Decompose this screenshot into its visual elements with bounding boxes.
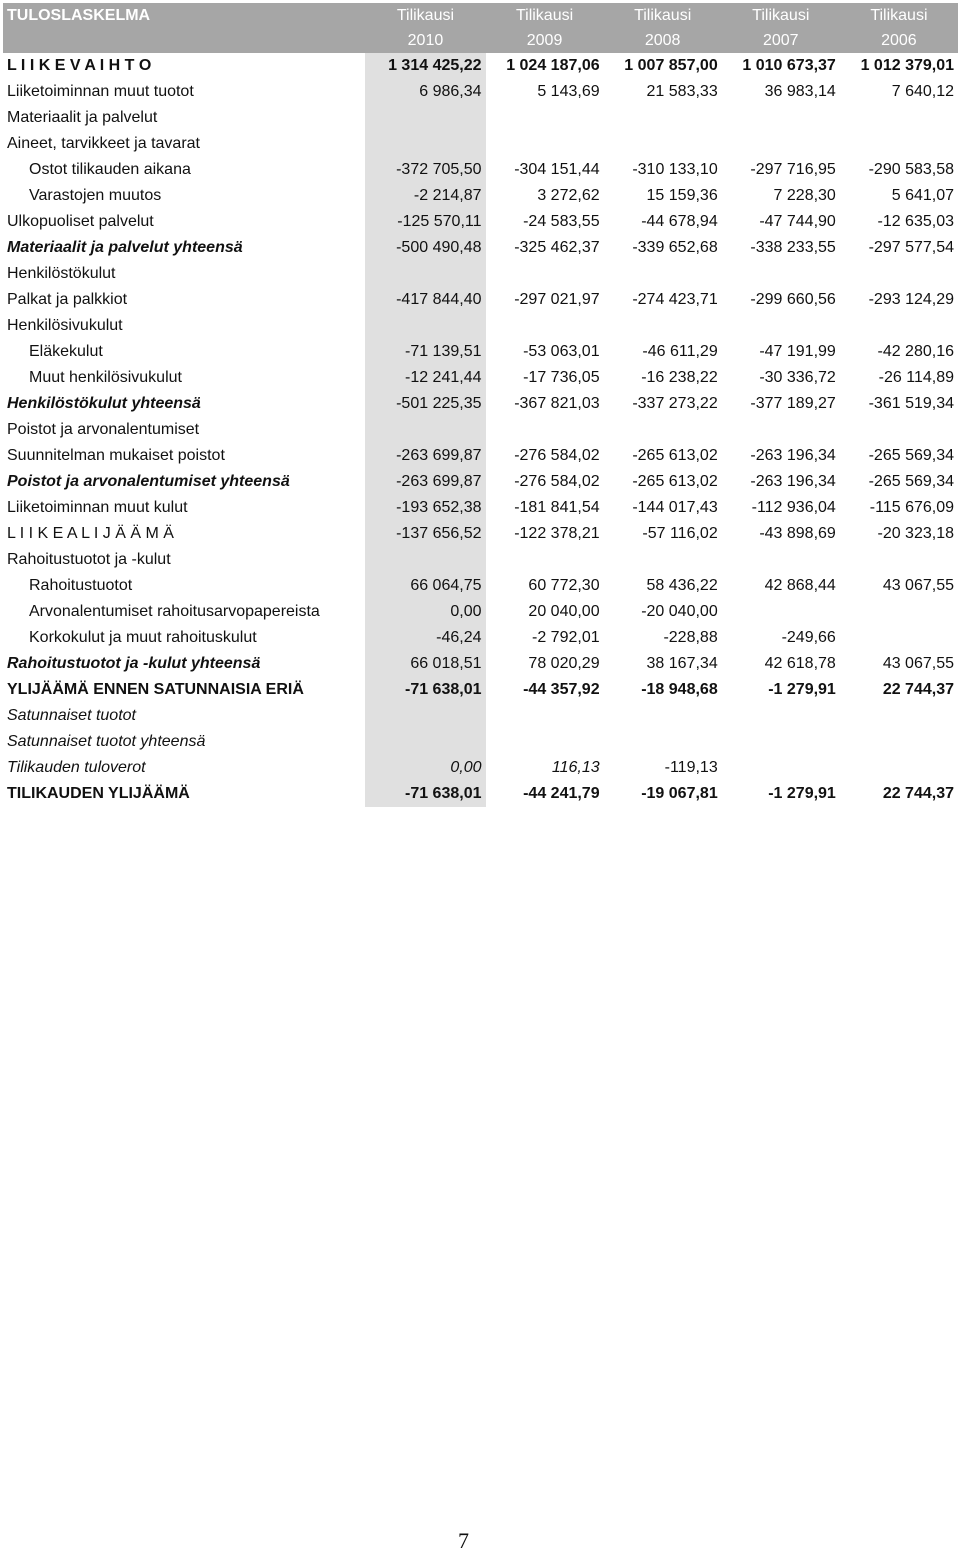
value-cell: -19 067,81 [641,785,718,802]
value-cell: -2 792,01 [532,629,600,646]
value-cell: -297 716,95 [750,161,836,178]
value-cell: 20 040,00 [528,603,600,620]
value-cell [604,131,722,157]
value-cell [365,703,485,729]
value-cell [722,729,840,755]
row-label: Rahoitustuotot [29,577,133,594]
value-cell [840,599,958,625]
table-row [3,105,958,131]
value-cell: -71 638,01 [365,677,485,703]
value-cell: 60 772,30 [528,577,600,594]
value-cell [722,547,840,573]
value-cell: 116,13 [551,759,600,776]
value-cell: 66 064,75 [365,573,485,599]
value-cell: -43 898,69 [759,525,836,542]
value-cell [722,105,840,131]
row-label: Aineet, tarvikkeet ja tavarat [7,135,200,152]
table-row [3,755,958,781]
value-cell [840,703,958,729]
value-cell: -361 519,34 [868,395,954,412]
row-label: Muut henkilösivukulut [29,369,182,386]
value-cell: -18 948,68 [641,681,718,698]
value-cell: -417 844,40 [365,287,485,313]
value-cell: -181 841,54 [514,499,600,516]
value-cell: -339 652,68 [632,239,718,256]
value-cell [365,313,485,339]
value-cell: -265 613,02 [632,473,718,490]
table-row [3,209,958,235]
row-label: Tilikauden tuloverot [7,759,146,776]
value-cell: -53 063,01 [523,343,600,360]
income-statement-sheet [3,3,958,807]
table-row [3,235,958,261]
value-cell: 36 983,14 [764,83,836,100]
value-cell: -44 357,92 [523,681,600,698]
table-row [3,599,958,625]
value-cell: -249,66 [781,629,836,646]
value-cell: 42 868,44 [764,577,836,594]
value-cell [840,755,958,781]
table-row [3,313,958,339]
table-row [3,53,958,79]
value-cell: -47 191,99 [759,343,836,360]
value-cell: -310 133,10 [632,161,718,178]
value-cell: -325 462,37 [514,239,600,256]
row-label: Korkokulut ja muut rahoituskulut [29,629,257,646]
value-cell [604,261,722,287]
row-label: L I I K E A L I J Ä Ä M Ä [7,525,174,542]
value-cell: 42 618,78 [764,655,836,672]
table-row [3,131,958,157]
row-label: Satunnaiset tuotot yhteensä [7,733,206,750]
value-cell: -26 114,89 [878,369,954,386]
value-cell [604,417,722,443]
value-cell: -337 273,22 [632,395,718,412]
value-cell: 22 744,37 [882,785,954,802]
row-label: L I I K E V A I H T O [7,57,152,74]
row-label: Ostot tilikauden aikana [29,161,191,178]
table-row [3,651,958,677]
table-row [3,781,958,807]
value-cell: 6 986,34 [365,79,485,105]
value-cell [486,417,604,443]
value-cell: -12 635,03 [877,213,954,230]
table-row [3,469,958,495]
table-row [3,625,958,651]
row-label: TILIKAUDEN YLIJÄÄMÄ [7,785,190,802]
value-cell [365,105,485,131]
value-cell [722,755,840,781]
value-cell: -297 577,54 [868,239,954,256]
value-cell: -44 678,94 [641,213,718,230]
value-cell: -265 569,34 [868,473,954,490]
value-cell: -12 241,44 [365,365,485,391]
table-row [3,443,958,469]
value-cell [840,261,958,287]
value-cell [840,417,958,443]
value-cell: -125 570,11 [365,209,485,235]
value-cell: -297 021,97 [514,291,600,308]
table-row [3,391,958,417]
value-cell: 21 583,33 [646,83,718,100]
period-label: Tilikausi [722,3,840,28]
header-row-period [3,3,958,28]
value-cell [486,261,604,287]
value-cell: -263 196,34 [750,447,836,464]
value-cell: -1 279,91 [768,785,836,802]
value-cell: -304 151,44 [514,161,600,178]
value-cell: 43 067,55 [882,577,954,594]
value-cell: -276 584,02 [514,473,600,490]
value-cell [840,547,958,573]
table-row [3,339,958,365]
row-label: Materiaalit ja palvelut yhteensä [7,239,243,256]
row-label: Materiaalit ja palvelut [7,109,158,126]
value-cell: 58 436,22 [646,577,718,594]
year-header: 2009 [486,28,604,53]
value-cell: -228,88 [663,629,718,646]
value-cell: 5 143,69 [537,83,600,100]
value-cell [365,131,485,157]
table-row [3,729,958,755]
value-cell: 1 024 187,06 [506,57,600,74]
row-label: Satunnaiset tuotot [7,707,136,724]
value-cell [486,313,604,339]
value-cell: -501 225,35 [365,391,485,417]
value-cell: 7 640,12 [891,83,954,100]
row-label: YLIJÄÄMÄ ENNEN SATUNNAISIA ERIÄ [7,681,304,698]
value-cell [486,547,604,573]
value-cell: -137 656,52 [365,521,485,547]
value-cell: -500 490,48 [365,235,485,261]
value-cell: -265 569,34 [868,447,954,464]
value-cell: -263 699,87 [365,443,485,469]
table-row [3,157,958,183]
table-row [3,703,958,729]
table-row [3,521,958,547]
value-cell: 78 020,29 [528,655,600,672]
value-cell: -338 233,55 [750,239,836,256]
value-cell [722,131,840,157]
value-cell: -1 279,91 [768,681,836,698]
table-row [3,287,958,313]
value-cell [722,313,840,339]
value-cell: -115 676,09 [869,499,954,516]
value-cell: -293 124,29 [868,291,954,308]
period-label: Tilikausi [365,3,485,28]
value-cell [840,105,958,131]
value-cell: 15 159,36 [646,187,718,204]
row-label: Varastojen muutos [29,187,162,204]
value-cell [486,131,604,157]
row-label: Palkat ja palkkiot [7,291,128,308]
value-cell: -46,24 [365,625,485,651]
header-row-years [3,28,958,53]
value-cell: -24 583,55 [523,213,600,230]
value-cell [604,547,722,573]
value-cell: -122 378,21 [514,525,600,542]
value-cell [722,417,840,443]
table-row [3,365,958,391]
value-cell: 1 007 857,00 [624,57,718,74]
row-label: Liiketoiminnan muut tuotot [7,83,194,100]
page-number: 7 [458,1528,469,1553]
value-cell: -377 189,27 [750,395,836,412]
value-cell [365,417,485,443]
table-row [3,547,958,573]
row-label: Henkilöstökulut yhteensä [7,395,201,412]
value-cell [722,599,840,625]
value-cell: -193 652,38 [365,495,485,521]
value-cell: 0,00 [365,755,485,781]
value-cell [840,131,958,157]
value-cell: 1 010 673,37 [742,57,836,74]
row-label: Suunnitelman mukaiset poistot [7,447,225,464]
value-cell: -372 705,50 [365,157,485,183]
period-label: Tilikausi [486,3,604,28]
value-cell [604,729,722,755]
header-empty-cell [3,28,365,53]
year-header: 2007 [722,28,840,53]
value-cell: 22 744,37 [882,681,954,698]
value-cell: -42 280,16 [877,343,954,360]
table-row [3,677,958,703]
period-label: Tilikausi [840,3,958,28]
table-row [3,495,958,521]
value-cell [840,729,958,755]
period-label: Tilikausi [604,3,722,28]
value-cell: 0,00 [365,599,485,625]
value-cell [365,261,485,287]
value-cell: -47 744,90 [759,213,836,230]
row-label: Ulkopuoliset palvelut [7,213,154,230]
value-cell: -16 238,22 [641,369,718,386]
row-label: Poistot ja arvonalentumiset [7,421,200,438]
value-cell [486,105,604,131]
value-cell [365,729,485,755]
value-cell: -367 821,03 [514,395,600,412]
value-cell: 1 012 379,01 [860,57,954,74]
value-cell: -263 699,87 [365,469,485,495]
table-row [3,573,958,599]
value-cell [604,313,722,339]
value-cell: -20 040,00 [641,603,718,620]
value-cell: -274 423,71 [632,291,718,308]
value-cell [722,261,840,287]
row-label: Rahoitustuotot ja -kulut yhteensä [7,655,261,672]
year-header: 2010 [365,28,485,53]
table-row [3,417,958,443]
table-row [3,183,958,209]
value-cell: 3 272,62 [537,187,600,204]
value-cell: -71 139,51 [365,339,485,365]
value-cell: -71 638,01 [365,781,485,807]
value-cell [840,625,958,651]
statement-title: TULOSLASKELMA [3,3,365,28]
row-label: Liiketoiminnan muut kulut [7,499,188,516]
row-label: Poistot ja arvonalentumiset yhteensä [7,473,290,490]
value-cell: -276 584,02 [514,447,600,464]
value-cell: -20 323,18 [877,525,954,542]
value-cell: -144 017,43 [632,499,718,516]
value-cell: 1 314 425,22 [365,53,485,79]
value-cell: -57 116,02 [642,525,718,542]
row-label: Arvonalentumiset rahoitusarvopapereista [29,603,320,620]
value-cell: 38 167,34 [646,655,718,672]
value-cell: -290 583,58 [868,161,954,178]
value-cell: 43 067,55 [882,655,954,672]
value-cell: -44 241,79 [523,785,600,802]
row-label: Rahoitustuotot ja -kulut [7,551,171,568]
row-label: Henkilöstökulut [7,265,116,282]
value-cell: -17 736,05 [523,369,600,386]
value-cell: -2 214,87 [365,183,485,209]
value-cell: 7 228,30 [773,187,836,204]
value-cell: 5 641,07 [891,187,954,204]
value-cell: -263 196,34 [750,473,836,490]
year-header: 2006 [840,28,958,53]
value-cell [722,703,840,729]
table-row [3,79,958,105]
value-cell [486,703,604,729]
income-statement-table [3,3,958,807]
value-cell [486,729,604,755]
value-cell [840,313,958,339]
year-header: 2008 [604,28,722,53]
value-cell: -119,13 [664,759,718,776]
value-cell [604,703,722,729]
value-cell: -265 613,02 [632,447,718,464]
value-cell: 66 018,51 [365,651,485,677]
value-cell: -112 936,04 [751,499,836,516]
value-cell [604,105,722,131]
value-cell: -299 660,56 [750,291,836,308]
row-label: Eläkekulut [29,343,103,360]
value-cell: -30 336,72 [759,369,836,386]
value-cell [365,547,485,573]
row-label: Henkilösivukulut [7,317,123,334]
value-cell: -46 611,29 [642,343,718,360]
table-row [3,261,958,287]
